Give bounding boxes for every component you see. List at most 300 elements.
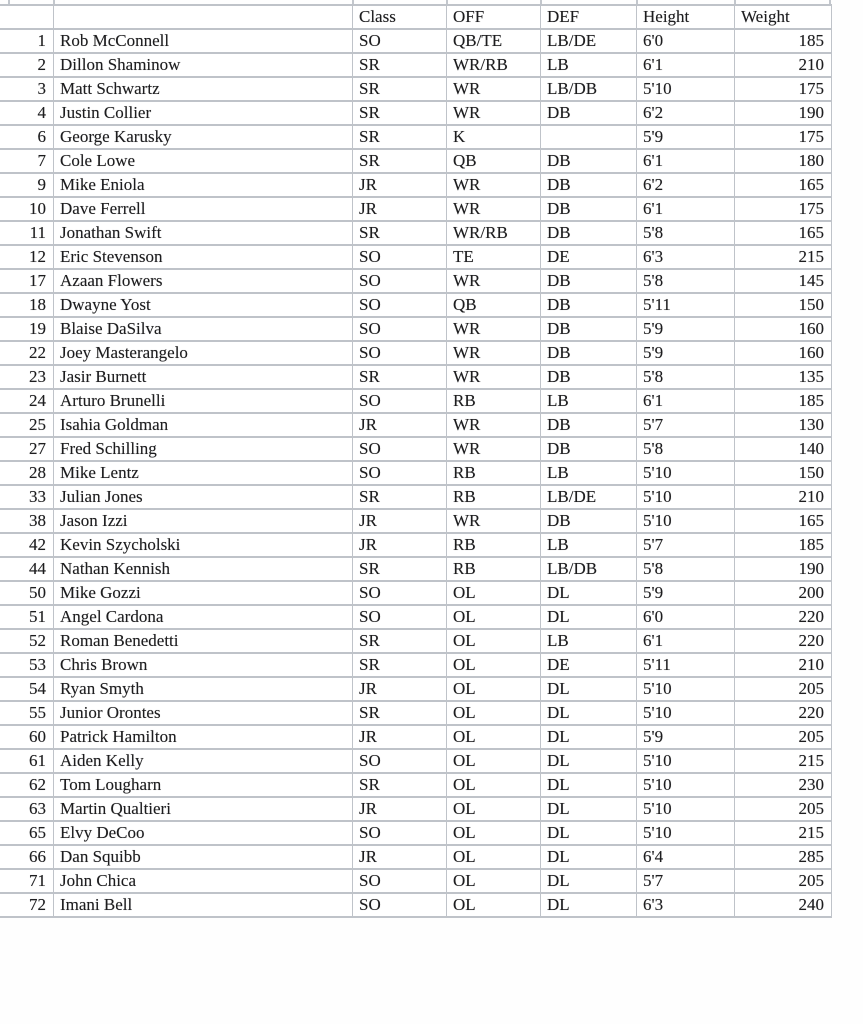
cell-def: LB/DE xyxy=(541,29,637,53)
cell-def: LB xyxy=(541,461,637,485)
cell-height: 5'8 xyxy=(637,557,735,581)
cell-class: JR xyxy=(353,509,447,533)
cell-off: WR/RB xyxy=(447,221,541,245)
cell-off: RB xyxy=(447,557,541,581)
cell-def: DB xyxy=(541,317,637,341)
table-row xyxy=(0,413,832,437)
cell-height: 5'10 xyxy=(637,485,735,509)
cell-name: Jonathan Swift xyxy=(54,221,353,245)
cell-def: LB/DE xyxy=(541,485,637,509)
table-row xyxy=(0,53,832,77)
cell-off: K xyxy=(447,125,541,149)
cell-off: OL xyxy=(447,581,541,605)
table-row xyxy=(0,629,832,653)
cell-off: WR xyxy=(447,509,541,533)
cell-height: 5'8 xyxy=(637,437,735,461)
cell-weight: 190 xyxy=(735,557,832,581)
cell-number: 12 xyxy=(0,245,54,269)
cell-off: WR xyxy=(447,413,541,437)
cell-off: OL xyxy=(447,869,541,893)
cell-number: 24 xyxy=(0,389,54,413)
cell-def: DB xyxy=(541,293,637,317)
cell-name: Mike Lentz xyxy=(54,461,353,485)
cell-height: 6'0 xyxy=(637,29,735,53)
cell-class: SO xyxy=(353,461,447,485)
cell-name: Eric Stevenson xyxy=(54,245,353,269)
column-header-weight: Weight xyxy=(735,5,832,29)
cell-weight: 240 xyxy=(735,893,832,917)
cell-class: SO xyxy=(353,437,447,461)
table-row xyxy=(0,341,832,365)
table-row xyxy=(0,581,832,605)
cell-off: WR xyxy=(447,341,541,365)
cell-def: DL xyxy=(541,677,637,701)
cell-name: Martin Qualtieri xyxy=(54,797,353,821)
cell-def: LB xyxy=(541,53,637,77)
cell-off: OL xyxy=(447,893,541,917)
cell-def: DL xyxy=(541,773,637,797)
cell-number: 52 xyxy=(0,629,54,653)
cell-weight: 220 xyxy=(735,701,832,725)
cell-name: Dan Squibb xyxy=(54,845,353,869)
cell-height: 5'9 xyxy=(637,581,735,605)
table-row xyxy=(0,101,832,125)
cell-number: 7 xyxy=(0,149,54,173)
cell-class: SR xyxy=(353,77,447,101)
cell-class: SR xyxy=(353,365,447,389)
column-header-height: Height xyxy=(637,5,735,29)
cell-def xyxy=(541,125,637,149)
cell-weight: 220 xyxy=(735,605,832,629)
cell-number: 55 xyxy=(0,701,54,725)
table-row xyxy=(0,437,832,461)
cell-class: JR xyxy=(353,797,447,821)
cell-name: Kevin Szycholski xyxy=(54,533,353,557)
table-row xyxy=(0,245,832,269)
cell-name: Junior Orontes xyxy=(54,701,353,725)
cell-weight: 180 xyxy=(735,149,832,173)
cell-class: SR xyxy=(353,653,447,677)
roster-body xyxy=(0,29,832,917)
cell-height: 6'3 xyxy=(637,245,735,269)
cell-height: 6'4 xyxy=(637,845,735,869)
cell-weight: 205 xyxy=(735,797,832,821)
cell-weight: 175 xyxy=(735,125,832,149)
cell-number: 17 xyxy=(0,269,54,293)
cell-number: 23 xyxy=(0,365,54,389)
cell-weight: 165 xyxy=(735,221,832,245)
cell-height: 5'10 xyxy=(637,773,735,797)
cell-name: Patrick Hamilton xyxy=(54,725,353,749)
cell-number: 53 xyxy=(0,653,54,677)
cell-off: RB xyxy=(447,533,541,557)
cell-def: DB xyxy=(541,269,637,293)
cell-number: 66 xyxy=(0,845,54,869)
cell-number: 71 xyxy=(0,869,54,893)
cell-weight: 215 xyxy=(735,749,832,773)
cell-off: OL xyxy=(447,629,541,653)
cell-height: 5'11 xyxy=(637,293,735,317)
cell-off: QB xyxy=(447,293,541,317)
cell-name: Joey Masterangelo xyxy=(54,341,353,365)
cell-name: Matt Schwartz xyxy=(54,77,353,101)
cell-number: 50 xyxy=(0,581,54,605)
table-row xyxy=(0,197,832,221)
header-row xyxy=(0,5,832,29)
cell-class: SO xyxy=(353,389,447,413)
cell-def: DE xyxy=(541,653,637,677)
cell-weight: 210 xyxy=(735,653,832,677)
table-row xyxy=(0,461,832,485)
cell-class: JR xyxy=(353,677,447,701)
cell-class: SR xyxy=(353,101,447,125)
cell-def: DL xyxy=(541,701,637,725)
cell-weight: 200 xyxy=(735,581,832,605)
column-header-off: OFF xyxy=(447,5,541,29)
cell-class: JR xyxy=(353,533,447,557)
table-row xyxy=(0,701,832,725)
cell-off: OL xyxy=(447,725,541,749)
cell-name: Ryan Smyth xyxy=(54,677,353,701)
cell-height: 5'10 xyxy=(637,677,735,701)
cell-weight: 220 xyxy=(735,629,832,653)
cell-height: 5'10 xyxy=(637,821,735,845)
cell-class: SO xyxy=(353,245,447,269)
cell-class: SO xyxy=(353,821,447,845)
table-row xyxy=(0,845,832,869)
cell-number: 62 xyxy=(0,773,54,797)
cell-number: 63 xyxy=(0,797,54,821)
cell-def: DL xyxy=(541,893,637,917)
cell-class: SO xyxy=(353,293,447,317)
cell-number: 3 xyxy=(0,77,54,101)
cell-height: 5'10 xyxy=(637,749,735,773)
cell-weight: 175 xyxy=(735,197,832,221)
table-row xyxy=(0,365,832,389)
cell-name: Nathan Kennish xyxy=(54,557,353,581)
cell-number: 4 xyxy=(0,101,54,125)
cell-name: Blaise DaSilva xyxy=(54,317,353,341)
cell-def: DL xyxy=(541,821,637,845)
cell-height: 6'1 xyxy=(637,389,735,413)
cell-name: Justin Collier xyxy=(54,101,353,125)
cell-off: RB xyxy=(447,389,541,413)
cell-height: 5'7 xyxy=(637,533,735,557)
cell-weight: 150 xyxy=(735,461,832,485)
cell-name: Tom Lougharn xyxy=(54,773,353,797)
cell-weight: 230 xyxy=(735,773,832,797)
cell-name: Angel Cardona xyxy=(54,605,353,629)
cell-class: SR xyxy=(353,485,447,509)
cell-height: 6'3 xyxy=(637,893,735,917)
cell-class: JR xyxy=(353,197,447,221)
cell-def: DB xyxy=(541,509,637,533)
cell-name: Aiden Kelly xyxy=(54,749,353,773)
table-row xyxy=(0,677,832,701)
cell-def: DB xyxy=(541,149,637,173)
cell-class: JR xyxy=(353,173,447,197)
cell-name: John Chica xyxy=(54,869,353,893)
cell-class: SR xyxy=(353,629,447,653)
cell-height: 5'11 xyxy=(637,653,735,677)
cell-name: Cole Lowe xyxy=(54,149,353,173)
cell-height: 5'7 xyxy=(637,413,735,437)
cell-def: DB xyxy=(541,365,637,389)
cell-number: 44 xyxy=(0,557,54,581)
cell-off: WR xyxy=(447,269,541,293)
cell-height: 6'2 xyxy=(637,101,735,125)
table-row xyxy=(0,797,832,821)
column-header-number xyxy=(0,5,54,29)
cell-height: 5'9 xyxy=(637,341,735,365)
table-row xyxy=(0,773,832,797)
cell-def: DL xyxy=(541,797,637,821)
table-row xyxy=(0,149,832,173)
cell-number: 10 xyxy=(0,197,54,221)
cell-def: DL xyxy=(541,725,637,749)
cell-class: SR xyxy=(353,221,447,245)
table-row xyxy=(0,893,832,917)
cell-height: 5'9 xyxy=(637,125,735,149)
cell-name: Dillon Shaminow xyxy=(54,53,353,77)
cell-height: 5'10 xyxy=(637,797,735,821)
table-row xyxy=(0,821,832,845)
cell-off: OL xyxy=(447,821,541,845)
table-row xyxy=(0,77,832,101)
cell-weight: 165 xyxy=(735,173,832,197)
cell-off: OL xyxy=(447,653,541,677)
cell-name: Fred Schilling xyxy=(54,437,353,461)
cell-height: 5'9 xyxy=(637,317,735,341)
table-row xyxy=(0,653,832,677)
cell-def: DL xyxy=(541,845,637,869)
cell-height: 5'8 xyxy=(637,269,735,293)
cell-height: 5'7 xyxy=(637,869,735,893)
cell-name: Dwayne Yost xyxy=(54,293,353,317)
cell-off: QB xyxy=(447,149,541,173)
cell-class: JR xyxy=(353,725,447,749)
cell-weight: 210 xyxy=(735,53,832,77)
cell-number: 28 xyxy=(0,461,54,485)
cell-class: JR xyxy=(353,413,447,437)
cell-class: SR xyxy=(353,773,447,797)
column-header-class: Class xyxy=(353,5,447,29)
cell-number: 6 xyxy=(0,125,54,149)
table-row xyxy=(0,125,832,149)
cell-name: Azaan Flowers xyxy=(54,269,353,293)
cell-height: 6'2 xyxy=(637,173,735,197)
cell-def: DB xyxy=(541,101,637,125)
cell-height: 5'8 xyxy=(637,221,735,245)
cell-off: WR xyxy=(447,317,541,341)
cell-number: 72 xyxy=(0,893,54,917)
table-row xyxy=(0,509,832,533)
cell-height: 6'0 xyxy=(637,605,735,629)
cell-off: WR xyxy=(447,101,541,125)
cell-class: SO xyxy=(353,581,447,605)
cell-off: OL xyxy=(447,677,541,701)
cell-class: SO xyxy=(353,605,447,629)
cell-name: Mike Eniola xyxy=(54,173,353,197)
cell-class: SO xyxy=(353,893,447,917)
cell-off: RB xyxy=(447,485,541,509)
cell-off: RB xyxy=(447,461,541,485)
cell-off: WR xyxy=(447,197,541,221)
cell-height: 5'10 xyxy=(637,509,735,533)
cell-weight: 150 xyxy=(735,293,832,317)
table-row xyxy=(0,293,832,317)
cell-off: OL xyxy=(447,773,541,797)
cell-weight: 285 xyxy=(735,845,832,869)
cell-name: Roman Benedetti xyxy=(54,629,353,653)
cell-name: Imani Bell xyxy=(54,893,353,917)
table-row xyxy=(0,269,832,293)
column-header-def: DEF xyxy=(541,5,637,29)
cell-def: LB/DB xyxy=(541,557,637,581)
cell-class: JR xyxy=(353,845,447,869)
cell-weight: 175 xyxy=(735,77,832,101)
cell-weight: 160 xyxy=(735,341,832,365)
cell-height: 5'10 xyxy=(637,701,735,725)
cell-def: LB/DB xyxy=(541,77,637,101)
cell-name: Arturo Brunelli xyxy=(54,389,353,413)
cell-def: DE xyxy=(541,245,637,269)
cell-def: DB xyxy=(541,341,637,365)
cell-name: George Karusky xyxy=(54,125,353,149)
table-row xyxy=(0,725,832,749)
cell-weight: 145 xyxy=(735,269,832,293)
column-header-name xyxy=(54,5,353,29)
cell-class: SR xyxy=(353,701,447,725)
cell-height: 6'1 xyxy=(637,53,735,77)
cell-off: WR xyxy=(447,437,541,461)
cell-off: WR/RB xyxy=(447,53,541,77)
table-row xyxy=(0,317,832,341)
cell-name: Chris Brown xyxy=(54,653,353,677)
cell-off: OL xyxy=(447,797,541,821)
table-row xyxy=(0,29,832,53)
cell-number: 25 xyxy=(0,413,54,437)
cell-number: 1 xyxy=(0,29,54,53)
cell-number: 18 xyxy=(0,293,54,317)
cell-def: DL xyxy=(541,869,637,893)
cell-number: 22 xyxy=(0,341,54,365)
cell-def: DB xyxy=(541,413,637,437)
cell-weight: 215 xyxy=(735,821,832,845)
cell-def: DL xyxy=(541,605,637,629)
cell-weight: 205 xyxy=(735,869,832,893)
cell-weight: 215 xyxy=(735,245,832,269)
cell-number: 51 xyxy=(0,605,54,629)
cell-name: Jason Izzi xyxy=(54,509,353,533)
cell-name: Isahia Goldman xyxy=(54,413,353,437)
cell-off: OL xyxy=(447,605,541,629)
cell-def: DL xyxy=(541,581,637,605)
cell-number: 38 xyxy=(0,509,54,533)
cell-class: SR xyxy=(353,125,447,149)
cell-off: WR xyxy=(447,365,541,389)
cell-weight: 135 xyxy=(735,365,832,389)
cell-weight: 185 xyxy=(735,29,832,53)
cell-weight: 190 xyxy=(735,101,832,125)
cell-name: Rob McConnell xyxy=(54,29,353,53)
cell-off: WR xyxy=(447,173,541,197)
table-row xyxy=(0,221,832,245)
cell-number: 2 xyxy=(0,53,54,77)
cell-height: 5'9 xyxy=(637,725,735,749)
cell-class: SR xyxy=(353,557,447,581)
cell-height: 5'10 xyxy=(637,77,735,101)
cell-height: 6'1 xyxy=(637,149,735,173)
cell-name: Elvy DeCoo xyxy=(54,821,353,845)
cell-number: 11 xyxy=(0,221,54,245)
cell-weight: 160 xyxy=(735,317,832,341)
cell-weight: 205 xyxy=(735,725,832,749)
cell-number: 27 xyxy=(0,437,54,461)
cell-height: 5'8 xyxy=(637,365,735,389)
table-row xyxy=(0,173,832,197)
cell-height: 6'1 xyxy=(637,197,735,221)
cell-height: 6'1 xyxy=(637,629,735,653)
cell-class: SO xyxy=(353,317,447,341)
cell-number: 19 xyxy=(0,317,54,341)
cell-name: Jasir Burnett xyxy=(54,365,353,389)
cell-def: LB xyxy=(541,389,637,413)
cell-class: SR xyxy=(353,149,447,173)
cell-off: TE xyxy=(447,245,541,269)
cell-def: LB xyxy=(541,533,637,557)
cell-number: 9 xyxy=(0,173,54,197)
cell-name: Julian Jones xyxy=(54,485,353,509)
cell-class: SO xyxy=(353,269,447,293)
table-row xyxy=(0,749,832,773)
cell-weight: 140 xyxy=(735,437,832,461)
cell-weight: 185 xyxy=(735,533,832,557)
cell-off: OL xyxy=(447,845,541,869)
cell-number: 42 xyxy=(0,533,54,557)
table-row xyxy=(0,389,832,413)
cell-class: SO xyxy=(353,29,447,53)
cell-class: SO xyxy=(353,869,447,893)
table-row xyxy=(0,533,832,557)
cell-class: SR xyxy=(353,53,447,77)
cell-weight: 185 xyxy=(735,389,832,413)
table-row xyxy=(0,869,832,893)
cell-def: DB xyxy=(541,197,637,221)
cell-off: OL xyxy=(447,701,541,725)
table-row xyxy=(0,557,832,581)
cell-class: SO xyxy=(353,341,447,365)
cell-weight: 210 xyxy=(735,485,832,509)
cell-weight: 130 xyxy=(735,413,832,437)
cell-weight: 205 xyxy=(735,677,832,701)
cell-name: Dave Ferrell xyxy=(54,197,353,221)
cell-number: 54 xyxy=(0,677,54,701)
cell-number: 65 xyxy=(0,821,54,845)
table-row xyxy=(0,485,832,509)
cell-class: SO xyxy=(353,749,447,773)
cell-def: DB xyxy=(541,437,637,461)
cell-weight: 165 xyxy=(735,509,832,533)
cell-off: WR xyxy=(447,77,541,101)
cell-def: DB xyxy=(541,173,637,197)
cell-def: LB xyxy=(541,629,637,653)
table-row xyxy=(0,605,832,629)
cell-number: 33 xyxy=(0,485,54,509)
roster-table xyxy=(0,4,832,918)
cell-name: Mike Gozzi xyxy=(54,581,353,605)
cell-def: DL xyxy=(541,749,637,773)
